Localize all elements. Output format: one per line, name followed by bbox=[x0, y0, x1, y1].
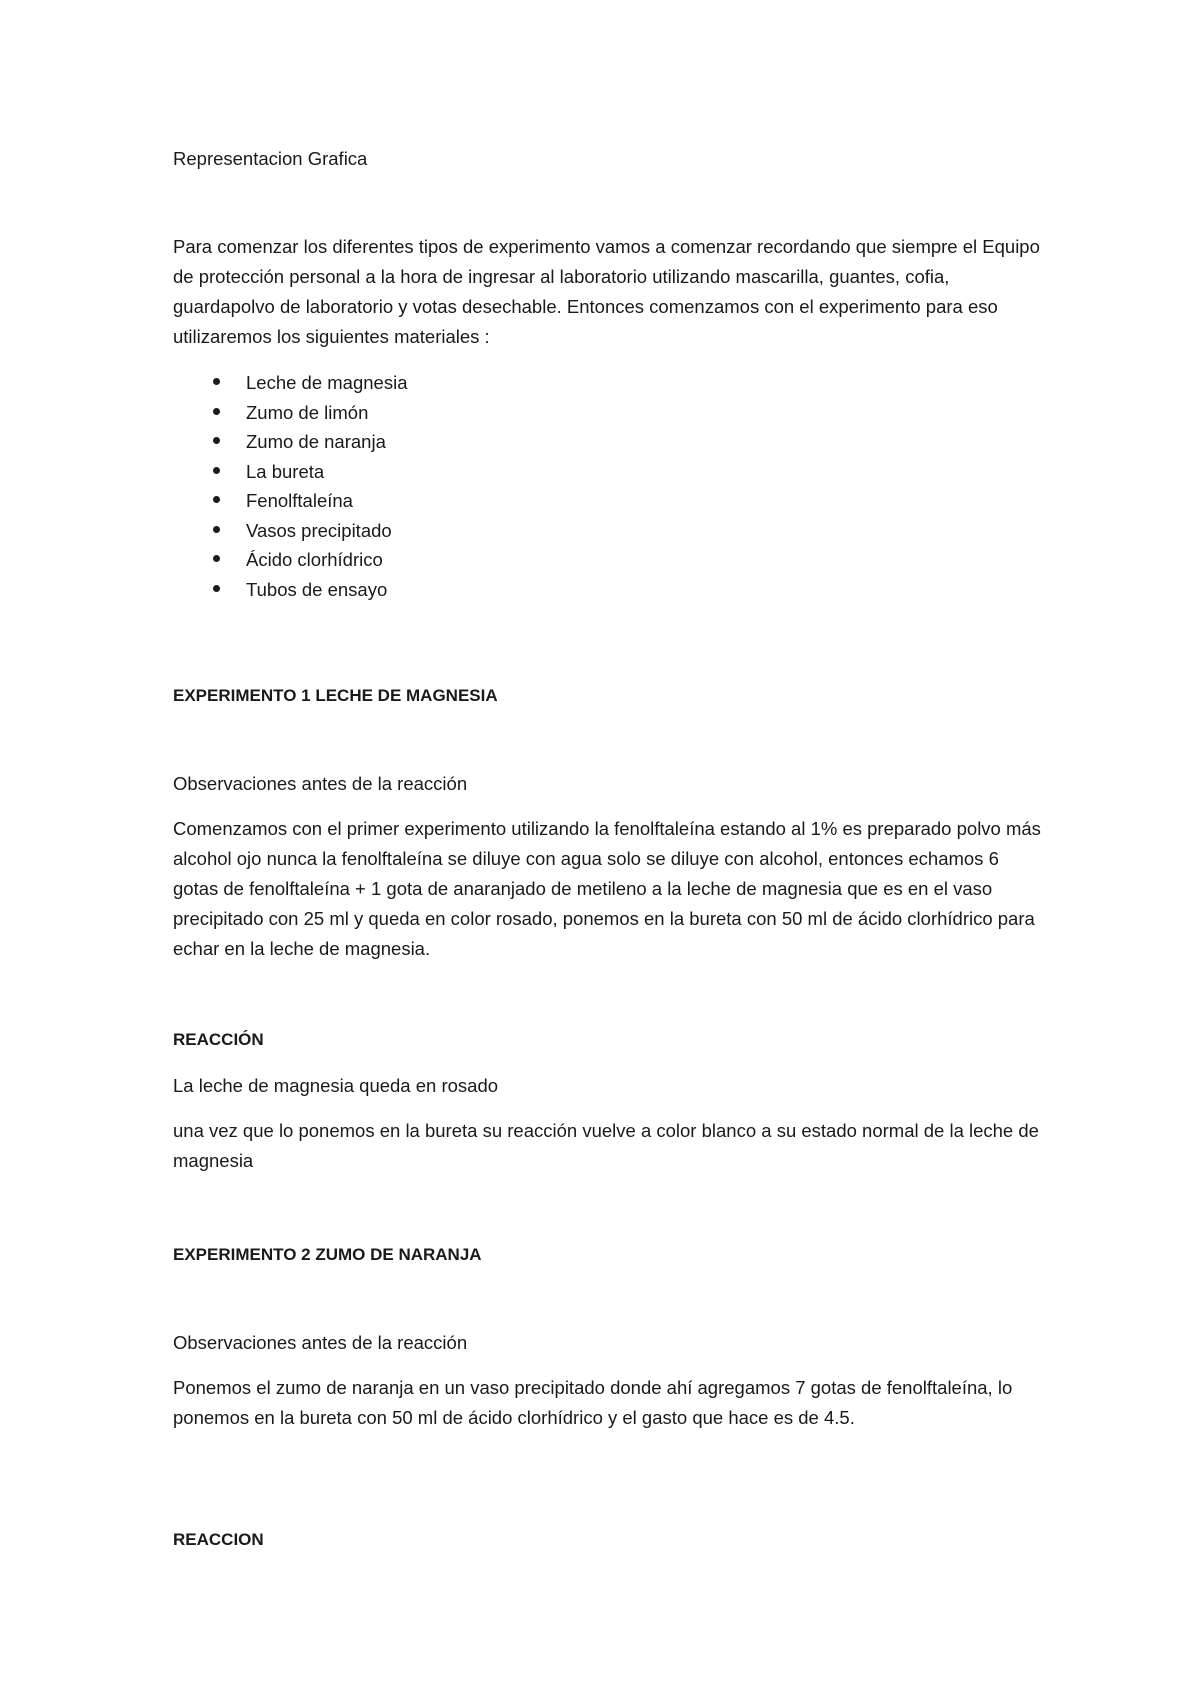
bullet-icon bbox=[213, 555, 220, 562]
experiment1-heading: EXPERIMENTO 1 LECHE DE MAGNESIA bbox=[173, 686, 498, 705]
list-item: Leche de magnesia bbox=[173, 368, 407, 398]
materials-list bbox=[173, 368, 407, 604]
experiment1-reaction-line1: La leche de magnesia queda en rosado bbox=[173, 1075, 499, 1096]
intro-paragraph: Para comenzar los diferentes tipos de experimento vamos a comenzar recordando que siempre el Equipo de protección personal a la hora de ingresar al laboratorio utilizando mascarilla, guantes, cofia, guardapolvo de laboratorio y votas desechable. Entonces comenzamos con el experimento para eso utilizaremos los siguientes materiales : bbox=[173, 236, 1040, 347]
bullet-icon bbox=[213, 585, 220, 592]
bullet-icon bbox=[213, 437, 220, 444]
bullet-icon bbox=[213, 408, 220, 415]
experiment2-observations-text: Ponemos el zumo de naranja en un vaso precipitado donde ahí agregamos 7 gotas de fenolftaleína, lo ponemos en la bureta con 50 ml de ácido clorhídrico y el gasto que hace es de 4.5. bbox=[173, 1377, 1013, 1428]
experiment2-observations-heading: Observaciones antes de la reacción bbox=[173, 1332, 468, 1353]
experiment1-reaction-heading: REACCIÓN bbox=[173, 1030, 264, 1049]
bullet-icon bbox=[213, 378, 220, 385]
list-item: Tubos de ensayo bbox=[173, 575, 407, 605]
list-item: Ácido clorhídrico bbox=[173, 545, 407, 575]
experiment1-reaction-line2: una vez que lo ponemos en la bureta su reacción vuelve a color blanco a su estado normal de la leche de magnesia bbox=[173, 1120, 1039, 1171]
list-item: Vasos precipitado bbox=[173, 516, 407, 546]
list-item: Fenolftaleína bbox=[173, 486, 407, 516]
experiment1-observations-text: Comenzamos con el primer experimento utilizando la fenolftaleína estando al 1% es preparado polvo más alcohol ojo nunca la fenolftaleína se diluye con agua solo se diluye con alcohol, entonces echamos 6 gotas de fenolftaleína + 1 gota de anaranjado de metileno a la leche de magnesia que es en el vaso precipitado con 25 ml y queda en color rosado, ponemos en la bureta con 50 ml de ácido clorhídrico para echar en la leche de magnesia. bbox=[173, 818, 1041, 959]
list-item: Zumo de limón bbox=[173, 398, 407, 428]
bullet-icon bbox=[213, 467, 220, 474]
bullet-icon bbox=[213, 526, 220, 533]
experiment1-observations-heading: Observaciones antes de la reacción bbox=[173, 773, 468, 794]
document-title: Representacion Grafica bbox=[173, 148, 368, 169]
list-item: Zumo de naranja bbox=[173, 427, 407, 457]
experiment2-reaction-heading: REACCION bbox=[173, 1530, 264, 1549]
bullet-icon bbox=[213, 496, 220, 503]
experiment2-heading: EXPERIMENTO 2 ZUMO DE NARANJA bbox=[173, 1245, 482, 1264]
list-item: La bureta bbox=[173, 457, 407, 487]
